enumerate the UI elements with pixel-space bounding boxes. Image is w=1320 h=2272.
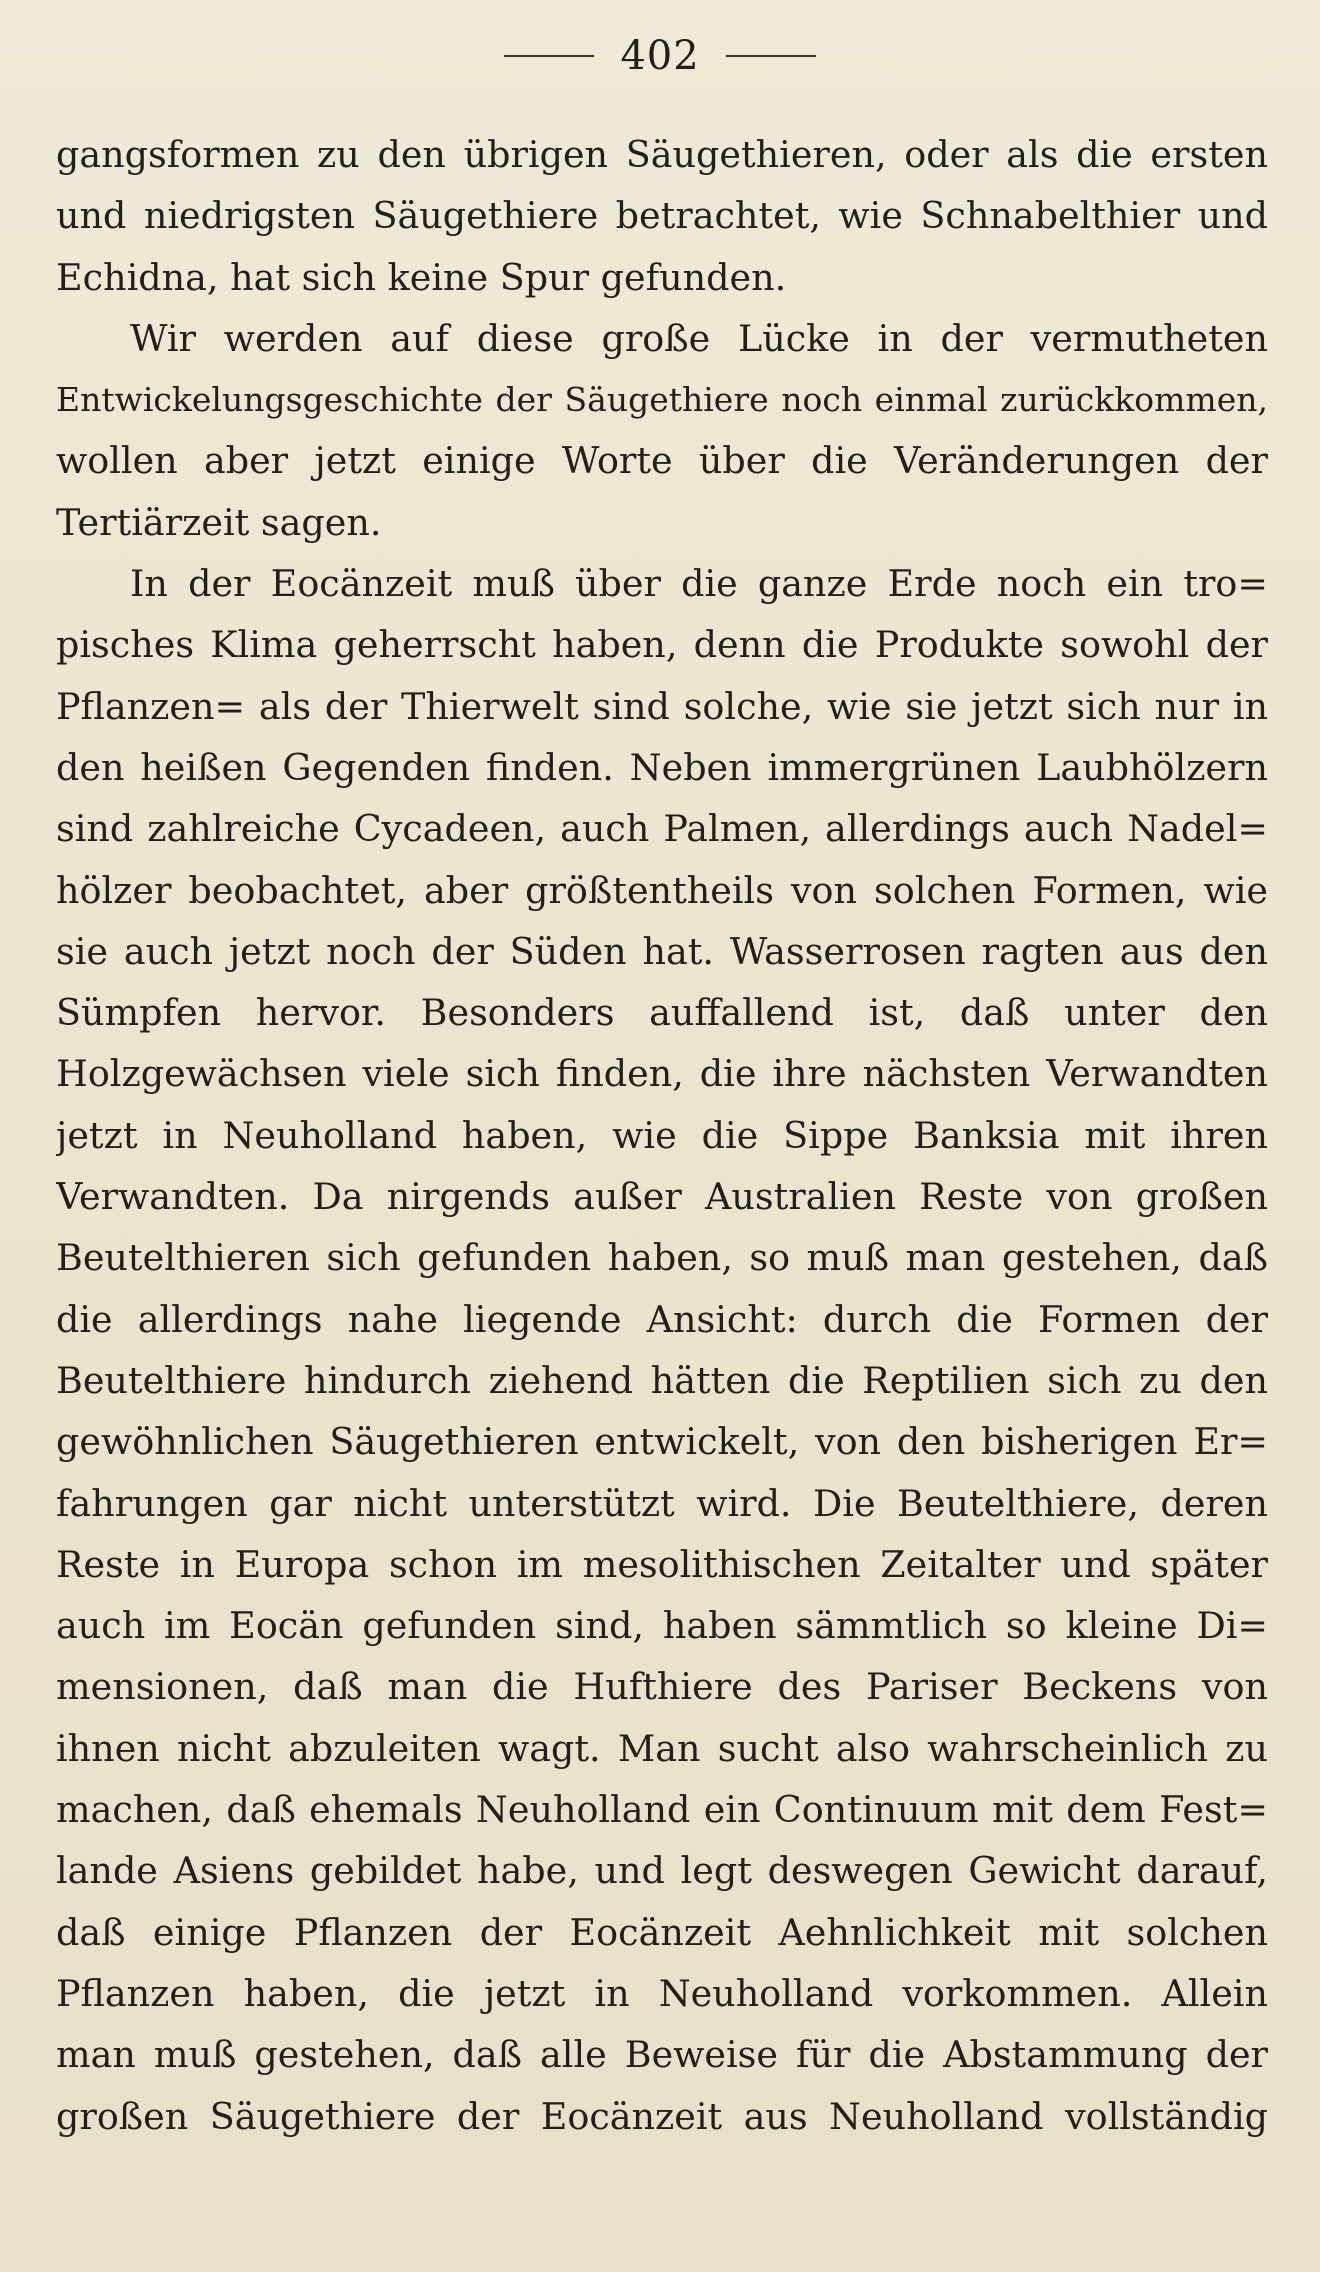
body-text (56, 124, 1268, 2147)
text-line: Echidna, hat sich keine Spur gefunden. (56, 255, 787, 299)
text-line: Pflanzen haben, die jetzt in Neuholland vorkommen. Allein (56, 1971, 1268, 2015)
text-line: Pflanzen= als der Thierwelt sind solche, wie sie jetzt sich nur in (56, 684, 1268, 728)
text-line: wollen aber jetzt einige Worte über die Veränderungen der (56, 439, 1268, 483)
text-line: pisches Klima geherrscht haben, denn die Produkte sowohl der (56, 623, 1268, 667)
text-line: sie auch jetzt noch der Süden hat. Wasserrosen ragten aus den (56, 929, 1268, 973)
text-line: die allerdings nahe liegende Ansicht: durch die Formen der (56, 1297, 1268, 1341)
text-line: Tertiärzeit sagen. (56, 500, 382, 544)
text-line: Verwandten. Da nirgends außer Australien Reste von großen (56, 1175, 1268, 1219)
text-line: fahrungen gar nicht unterstützt wird. Die Beutelthiere, deren (56, 1481, 1268, 1525)
text-line: In der Eocänzeit muß über die ganze Erde noch ein tro= (130, 562, 1268, 606)
page-number: 402 (620, 33, 700, 79)
text-line: man muß gestehen, daß alle Beweise für die Abstammung der (56, 2033, 1268, 2077)
text-line: machen, daß ehemals Neuholland ein Continuum mit dem Fest= (56, 1788, 1268, 1832)
text-line: mensionen, daß man die Hufthiere des Pariser Beckens von (56, 1665, 1268, 1709)
page-header (0, 30, 1320, 82)
text-line: hölzer beobachtet, aber größtentheils von solchen Formen, wie (56, 868, 1268, 912)
header-rule-right (726, 55, 816, 57)
text-line: Wir werden auf diese große Lücke in der vermutheten (130, 316, 1268, 360)
text-line: großen Säugethiere der Eocänzeit aus Neuholland vollständig (56, 2094, 1268, 2138)
text-line: auch im Eocän gefunden sind, haben sämmtlich so kleine Di= (56, 1604, 1268, 1648)
text-line: Entwickelungsgeschichte der Säugethiere noch einmal zurückkommen, (56, 380, 1268, 420)
text-line: lande Asiens gebildet habe, und legt deswegen Gewicht darauf, (56, 1849, 1268, 1893)
text-line: den heißen Gegenden finden. Neben immergrünen Laubhölzern (56, 745, 1268, 789)
text-line: ihnen nicht abzuleiten wagt. Man sucht also wahrscheinlich zu (56, 1726, 1268, 1770)
text-line: daß einige Pflanzen der Eocänzeit Aehnlichkeit mit solchen (56, 1910, 1268, 1954)
text-line: Sümpfen hervor. Besonders auffallend ist, daß unter den (56, 991, 1268, 1035)
header-rule-left (504, 55, 594, 57)
text-line: Beutelthieren sich gefunden haben, so muß man gestehen, daß (56, 1236, 1268, 1280)
text-line: Beutelthiere hindurch ziehend hätten die Reptilien sich zu den (56, 1358, 1268, 1402)
text-line: jetzt in Neuholland haben, wie die Sippe Banksia mit ihren (56, 1113, 1268, 1157)
text-line: Reste in Europa schon im mesolithischen Zeitalter und später (56, 1542, 1268, 1586)
text-line: Holzgewächsen viele sich finden, die ihre nächsten Verwandten (56, 1052, 1268, 1096)
text-line: und niedrigsten Säugethiere betrachtet, wie Schnabelthier und (56, 194, 1268, 238)
text-line: sind zahlreiche Cycadeen, auch Palmen, allerdings auch Nadel= (56, 807, 1268, 851)
text-line: gewöhnlichen Säugethieren entwickelt, von den bisherigen Er= (56, 1420, 1268, 1464)
text-line: gangsformen zu den übrigen Säugethieren, oder als die ersten (56, 133, 1268, 176)
